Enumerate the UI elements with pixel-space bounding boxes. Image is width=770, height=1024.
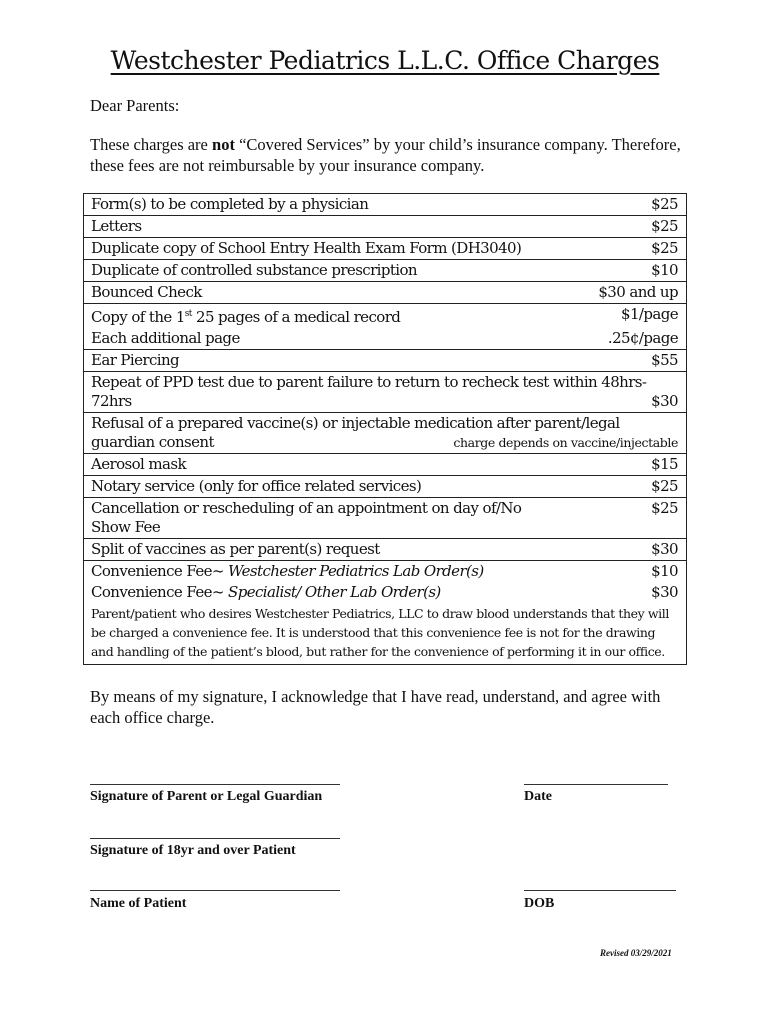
intro-paragraph bbox=[90, 134, 690, 176]
charge-item: Form(s) to be completed by a physician bbox=[84, 194, 546, 216]
revised-date: Revised 03/29/2021 bbox=[600, 948, 672, 958]
charge-item-prefix: Convenience Fee~ bbox=[91, 562, 229, 580]
acknowledgement-paragraph: By means of my signature, I acknowledge that I have read, understand, and agree with each office charge. bbox=[90, 687, 661, 727]
charge-row bbox=[84, 454, 687, 476]
charge-row bbox=[84, 413, 687, 454]
charge-row bbox=[84, 603, 687, 665]
convenience-note: Parent/patient who desires Westchester Pediatrics, LLC to draw blood understands that they will be charged a convenience fee. It is understood that this convenience fee is not for the drawing and handling of the patient’s blood, but rather for the convenience of performing it in our office. bbox=[91, 606, 669, 659]
charge-price: $25 bbox=[546, 194, 687, 216]
document-title: Westchester Pediatrics L.L.C. Office Charges bbox=[110, 46, 660, 75]
patient-signature-label: Signature of 18yr and over Patient bbox=[90, 843, 296, 858]
charge-price: $30 and up bbox=[546, 282, 687, 304]
charge-item: Split of vaccines as per parent(s) request bbox=[84, 539, 546, 561]
charge-item-line1: Repeat of PPD test due to parent failure to return to recheck test within 48hrs- bbox=[91, 373, 647, 391]
charge-item bbox=[84, 413, 687, 454]
charge-item-pre: Copy of the 1 bbox=[91, 308, 185, 326]
charge-price: $1/page bbox=[546, 304, 687, 329]
charge-price: $30 bbox=[546, 539, 687, 561]
charge-item: Ear Piercing bbox=[84, 350, 546, 372]
parent-signature-label: Signature of Parent or Legal Guardian bbox=[90, 789, 323, 804]
charge-item-line2-wrap bbox=[91, 392, 678, 411]
dob-label: DOB bbox=[524, 896, 555, 911]
charge-row bbox=[84, 216, 687, 238]
charge-item-line2: 72hrs bbox=[91, 392, 132, 410]
charge-price: $25 bbox=[546, 476, 687, 498]
dob-line[interactable] bbox=[524, 890, 676, 891]
charge-price: $15 bbox=[546, 454, 687, 476]
date-label: Date bbox=[524, 789, 552, 804]
charge-item-prefix: Convenience Fee~ bbox=[91, 583, 229, 601]
charge-item: Letters bbox=[84, 216, 546, 238]
charge-item bbox=[84, 304, 546, 329]
charge-price: $25 bbox=[546, 216, 687, 238]
charge-item-italic: Specialist/ Other Lab Order(s) bbox=[228, 583, 441, 601]
intro-text-bold: not bbox=[212, 135, 235, 154]
charge-item-line1: Refusal of a prepared vaccine(s) or injectable medication after parent/legal bbox=[91, 414, 620, 432]
patient-signature-line[interactable] bbox=[90, 838, 340, 839]
charge-row bbox=[84, 372, 687, 413]
charge-row bbox=[84, 304, 687, 329]
charge-price: $25 bbox=[546, 238, 687, 260]
charge-price: $10 bbox=[546, 260, 687, 282]
intro-text-after: “Covered Services” by your child’s insurance company. Therefore, these fees are not reimbursable by your insurance company. bbox=[90, 135, 681, 175]
charge-row bbox=[84, 498, 687, 539]
charge-price: $30 bbox=[651, 392, 678, 410]
charge-item: Duplicate of controlled substance prescription bbox=[84, 260, 546, 282]
charge-price: $30 bbox=[651, 583, 678, 601]
charge-item-italic: Westchester Pediatrics Lab Order(s) bbox=[228, 562, 484, 580]
charge-row bbox=[84, 582, 687, 603]
charge-row bbox=[84, 539, 687, 561]
charge-item: Duplicate copy of School Entry Health Exam Form (DH3040) bbox=[84, 238, 546, 260]
charge-price: .25¢/page bbox=[607, 329, 678, 347]
charge-item bbox=[84, 582, 546, 603]
charge-row bbox=[84, 328, 687, 350]
charge-price: $25 bbox=[546, 498, 687, 539]
charge-row bbox=[84, 260, 687, 282]
charge-price: $55 bbox=[546, 350, 687, 372]
charge-row bbox=[84, 350, 687, 372]
charge-row bbox=[84, 476, 687, 498]
charge-price: charge depends on vaccine/injectable bbox=[453, 435, 678, 450]
parent-signature-line[interactable] bbox=[90, 784, 340, 785]
charge-item-line2: guardian consent bbox=[91, 433, 214, 451]
intro-text-before: These charges are bbox=[90, 135, 213, 154]
charge-item bbox=[84, 372, 687, 413]
date-line[interactable] bbox=[524, 784, 668, 785]
charges-table bbox=[83, 193, 687, 665]
charge-item: Notary service (only for office related services) bbox=[84, 476, 546, 498]
charge-item-line2-wrap bbox=[91, 433, 678, 452]
charge-row bbox=[84, 561, 687, 583]
charge-item-sup: st bbox=[184, 309, 192, 319]
patient-name-line[interactable] bbox=[90, 890, 340, 891]
charge-row bbox=[84, 194, 687, 216]
charge-item: Aerosol mask bbox=[84, 454, 546, 476]
charge-item: Cancellation or rescheduling of an appointment on day of/No Show Fee bbox=[84, 498, 546, 539]
charge-row bbox=[84, 282, 687, 304]
patient-name-label: Name of Patient bbox=[90, 896, 187, 911]
greeting: Dear Parents: bbox=[90, 96, 180, 115]
charge-item: Each additional page bbox=[91, 329, 240, 347]
charge-item-post: 25 pages of a medical record bbox=[191, 308, 401, 326]
charge-item: Bounced Check bbox=[84, 282, 546, 304]
charge-row bbox=[84, 238, 687, 260]
charge-price: $10 bbox=[546, 561, 687, 583]
charge-item bbox=[84, 561, 546, 583]
